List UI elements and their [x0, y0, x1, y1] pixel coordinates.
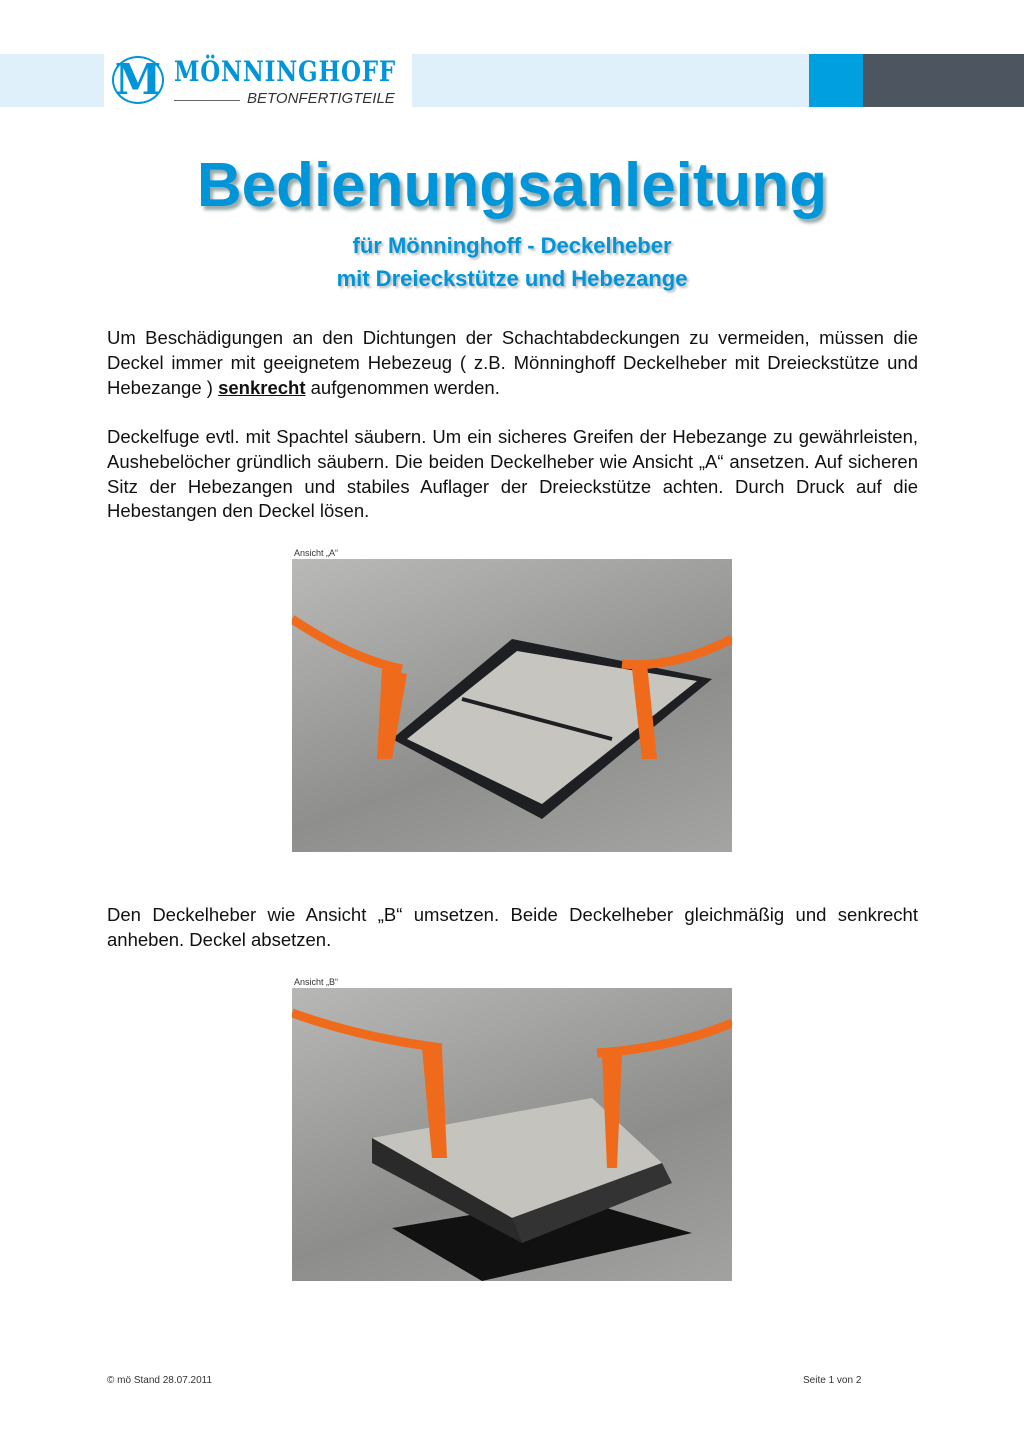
subtitle-line-1: für Mönninghoff - Deckelheber: [352, 233, 672, 258]
paragraph-step-1: Deckelfuge evtl. mit Spachtel säubern. Um ein sicheres Greifen der Hebezange zu gewährleisten, Aushebelöcher gründlich säubern. Die beiden Deckelheber wie Ansicht „A“ ansetzen. Auf sicheren Sitz der Hebezangen und stabiles Auflager der Dreieckstütze achten. Durch Druck auf die Hebestangen den Deckel lösen.: [107, 426, 918, 522]
paragraph-step-2: Den Deckelheber wie Ansicht „B“ umsetzen. Beide Deckelheber gleichmäßig und senkrecht anheben. Deckel absetzen.: [107, 904, 918, 950]
paragraph-intro: [107, 326, 918, 400]
intro-text-b: aufgenommen werden.: [305, 376, 500, 398]
footer-date: © mö Stand 28.07.2011: [107, 1375, 213, 1386]
photo-view-a: [292, 559, 732, 852]
figure-caption-a: Ansicht „A“: [294, 548, 339, 558]
company-logo: [104, 54, 412, 107]
brand-subtitle: BETONFERTIGTEILE: [247, 90, 395, 107]
header-banner: [0, 54, 1024, 107]
logo-emblem: M: [112, 56, 164, 104]
brand-name: MÖNNINGHOFF: [174, 55, 397, 88]
photo-b-illustration: [292, 988, 732, 1281]
emphasis-senkrecht: senkrecht: [218, 376, 306, 398]
footer-page-number: Seite 1 von 2: [803, 1375, 862, 1386]
intro-text-a: Um Beschädigungen an den Dichtungen der Schachtabdeckungen zu vermeiden, müssen die Deckel immer mit geeignetem Hebezeug ( z.B. Mönninghoff Deckelheber mit Dreieckstütze und Hebezange ): [107, 327, 918, 398]
photo-view-b: [292, 988, 732, 1281]
header-accent-grey: [863, 54, 1024, 107]
subtitle-line-2: mit Dreieckstütze und Hebezange: [336, 266, 688, 291]
page-title: Bedienungsanleitung: [196, 151, 828, 220]
logo-divider: [174, 100, 240, 101]
figure-caption-b: Ansicht „B“: [294, 977, 339, 987]
header-accent-blue: [809, 54, 863, 107]
photo-a-illustration: [292, 559, 732, 852]
